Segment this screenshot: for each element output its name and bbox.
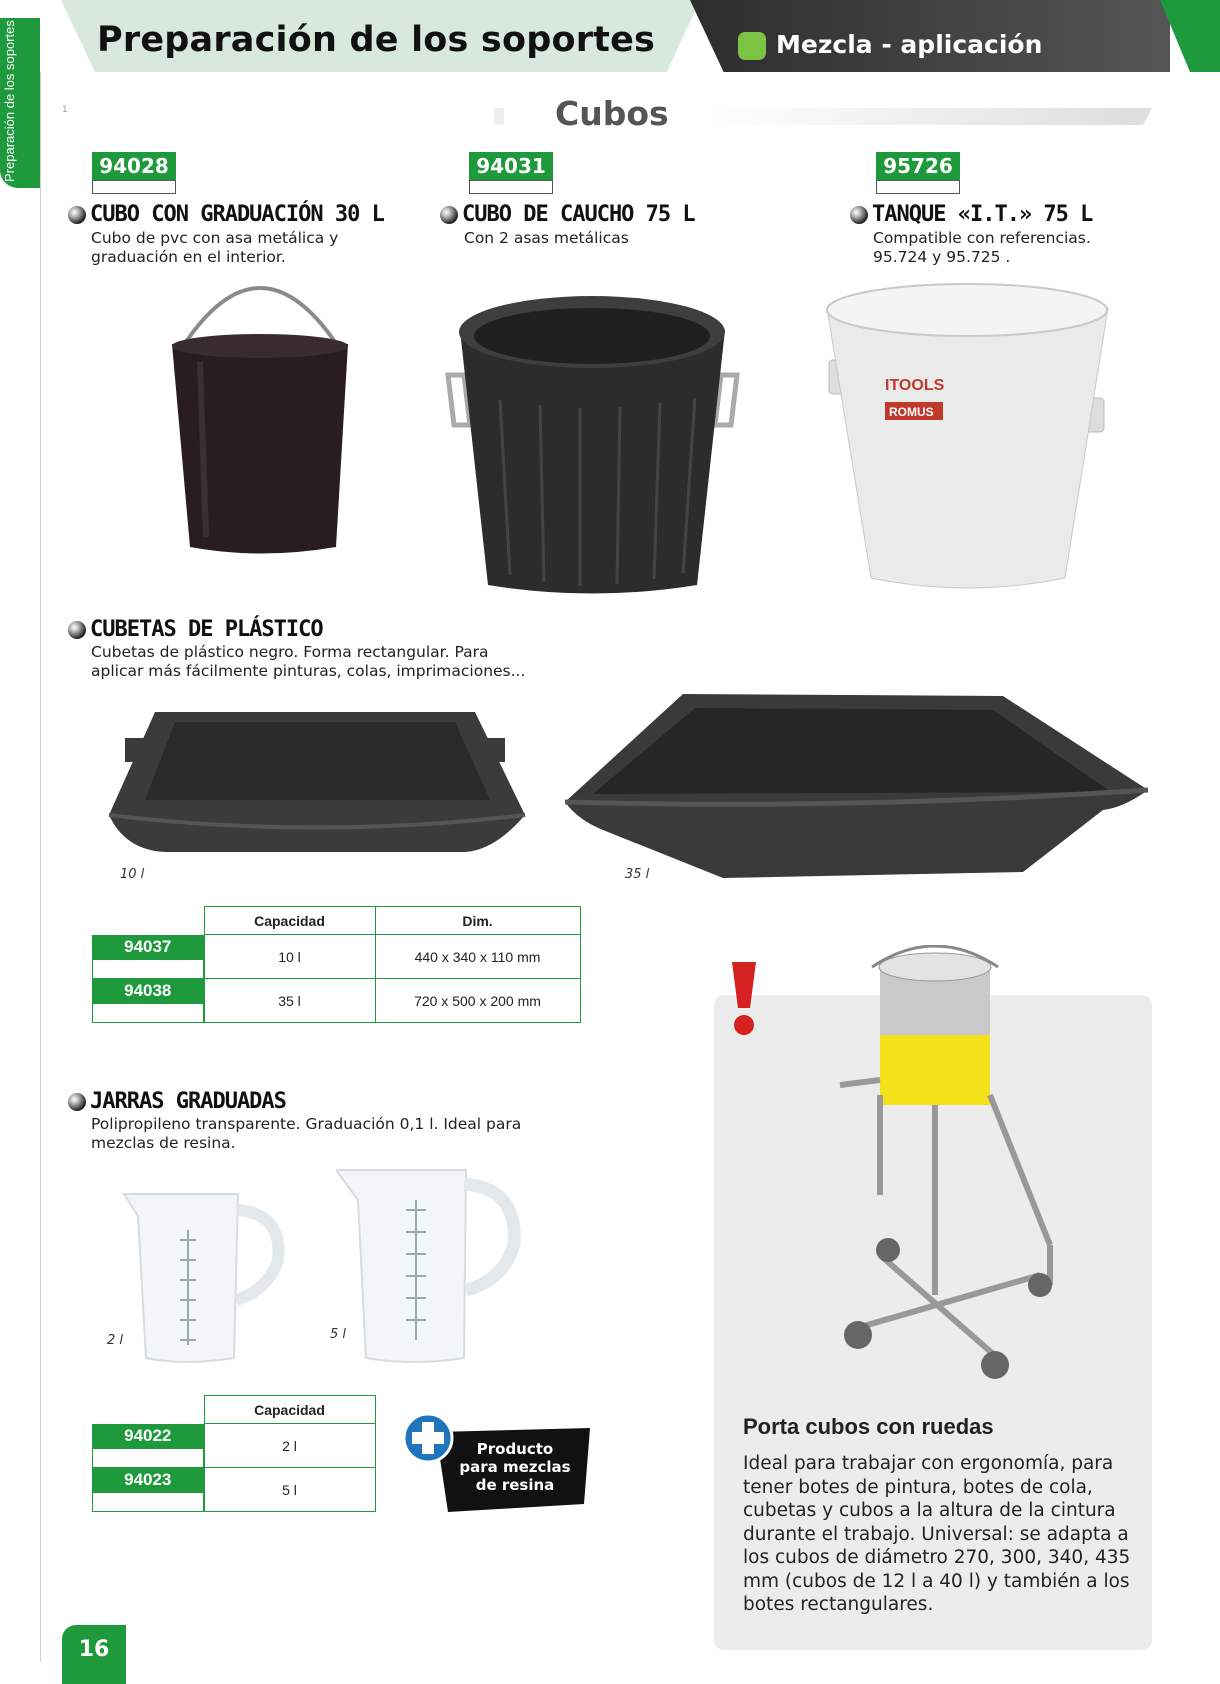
category-title: Mezcla - aplicación — [776, 30, 1043, 59]
bucket-30l-image — [160, 262, 360, 557]
ref-box — [469, 152, 553, 194]
bullet-icon — [68, 1093, 86, 1111]
bullet-icon — [68, 206, 86, 224]
product-name: CUBETAS DE PLÁSTICO — [90, 617, 323, 642]
margin-line — [40, 72, 41, 1662]
column-header: Dim. — [375, 907, 580, 935]
tray-35l-image — [563, 690, 1153, 885]
ref-number: 94031 — [469, 152, 553, 180]
panel-text: Ideal para trabajar con ergonomía, para tener botes de pintura, botes de cola, cubetas y cubos a la altura de la cintura durante el trabajo. Universal: se adapta a los cubos de diámetro 270, 300, 340, 435 mm (cubos de 12 l a 40 l) y también a los botes rectangulares. — [743, 1453, 1131, 1615]
section-title: Cubos — [555, 94, 669, 133]
product-description: Cubetas de plástico negro. Forma rectangular. Para aplicar más fácilmente pinturas, colas, imprimaciones... — [91, 643, 526, 680]
product-heading — [68, 1089, 286, 1114]
section-bar — [707, 108, 1152, 125]
tank-logo-itools: ITOOLS — [885, 377, 945, 394]
bullet-icon — [68, 621, 86, 639]
product-heading — [850, 202, 1092, 227]
ref-number: 94037 — [92, 935, 204, 959]
table-row — [92, 979, 580, 1023]
table-cell: 720 x 500 x 200 mm — [375, 979, 580, 1023]
capacity-caption: 5 l — [330, 1327, 347, 1342]
ref-box — [92, 152, 176, 194]
spec-table — [92, 906, 581, 1023]
table-row — [92, 935, 580, 979]
promo-badge — [398, 1412, 598, 1522]
bullet-icon — [850, 206, 868, 224]
table-row — [92, 1468, 375, 1512]
bucket-trolley-image — [820, 945, 1080, 1395]
product-heading — [68, 202, 384, 227]
jarras-table — [92, 1395, 376, 1512]
page-number: 16 — [62, 1625, 126, 1684]
ref-number: 94028 — [92, 152, 176, 180]
section-bar-left — [494, 108, 504, 125]
product-name: CUBO CON GRADUACIÓN 30 L — [90, 202, 384, 227]
jug-2l-image — [118, 1180, 288, 1365]
promo-line: de resina — [475, 1476, 555, 1494]
page-title: Preparación de los soportes — [97, 20, 656, 60]
product-heading — [440, 202, 695, 227]
bucket-75l-image — [440, 290, 745, 600]
tank-logo-romus: ROMUS — [889, 405, 934, 419]
jug-5l-image — [336, 1160, 521, 1365]
product-description: Cubo de pvc con asa metálica y graduación en el interior. — [91, 229, 339, 266]
column-header: Capacidad — [204, 907, 375, 935]
promo-line: para mezclas — [459, 1458, 571, 1476]
table-cell: 5 l — [204, 1468, 375, 1512]
category-dot-icon — [738, 32, 766, 60]
table-row — [92, 1424, 375, 1468]
tank-75l-image — [825, 280, 1110, 600]
tray-10l-image — [105, 700, 530, 870]
tiny-marker: 1 — [62, 105, 68, 115]
product-name: TANQUE «I.T.» 75 L — [872, 202, 1093, 227]
exclamation-icon — [730, 958, 758, 1038]
spec-table — [92, 1395, 376, 1512]
table-cell: 35 l — [204, 979, 375, 1023]
capacity-caption: 35 l — [625, 867, 650, 882]
ref-number: 94023 — [92, 1468, 204, 1492]
capacity-caption: 10 l — [120, 867, 145, 882]
ref-box — [876, 152, 960, 194]
table-cell: 10 l — [204, 935, 375, 979]
promo-line: Producto — [476, 1440, 554, 1458]
panel-title: Porta cubos con ruedas — [743, 1414, 994, 1439]
cubetas-table — [92, 906, 581, 1023]
table-cell: 440 x 340 x 110 mm — [375, 935, 580, 979]
table-cell: 2 l — [204, 1424, 375, 1468]
product-name: CUBO DE CAUCHO 75 L — [462, 202, 695, 227]
ref-number: 94022 — [92, 1424, 204, 1448]
ref-number: 95726 — [876, 152, 960, 180]
column-header: Capacidad — [204, 1396, 375, 1424]
product-description: Con 2 asas metálicas — [464, 229, 629, 247]
product-name: JARRAS GRADUADAS — [90, 1089, 286, 1114]
ref-number: 94038 — [92, 979, 204, 1003]
product-description: Polipropileno transparente. Graduación 0,1 l. Ideal para mezclas de resina. — [91, 1115, 522, 1152]
capacity-caption: 2 l — [107, 1333, 124, 1348]
side-tab-label: Preparación de los soportes — [2, 20, 17, 182]
product-heading — [68, 617, 323, 642]
bullet-icon — [440, 206, 458, 224]
product-description: Compatible con referencias. 95.724 y 95.725 . — [873, 229, 1091, 266]
